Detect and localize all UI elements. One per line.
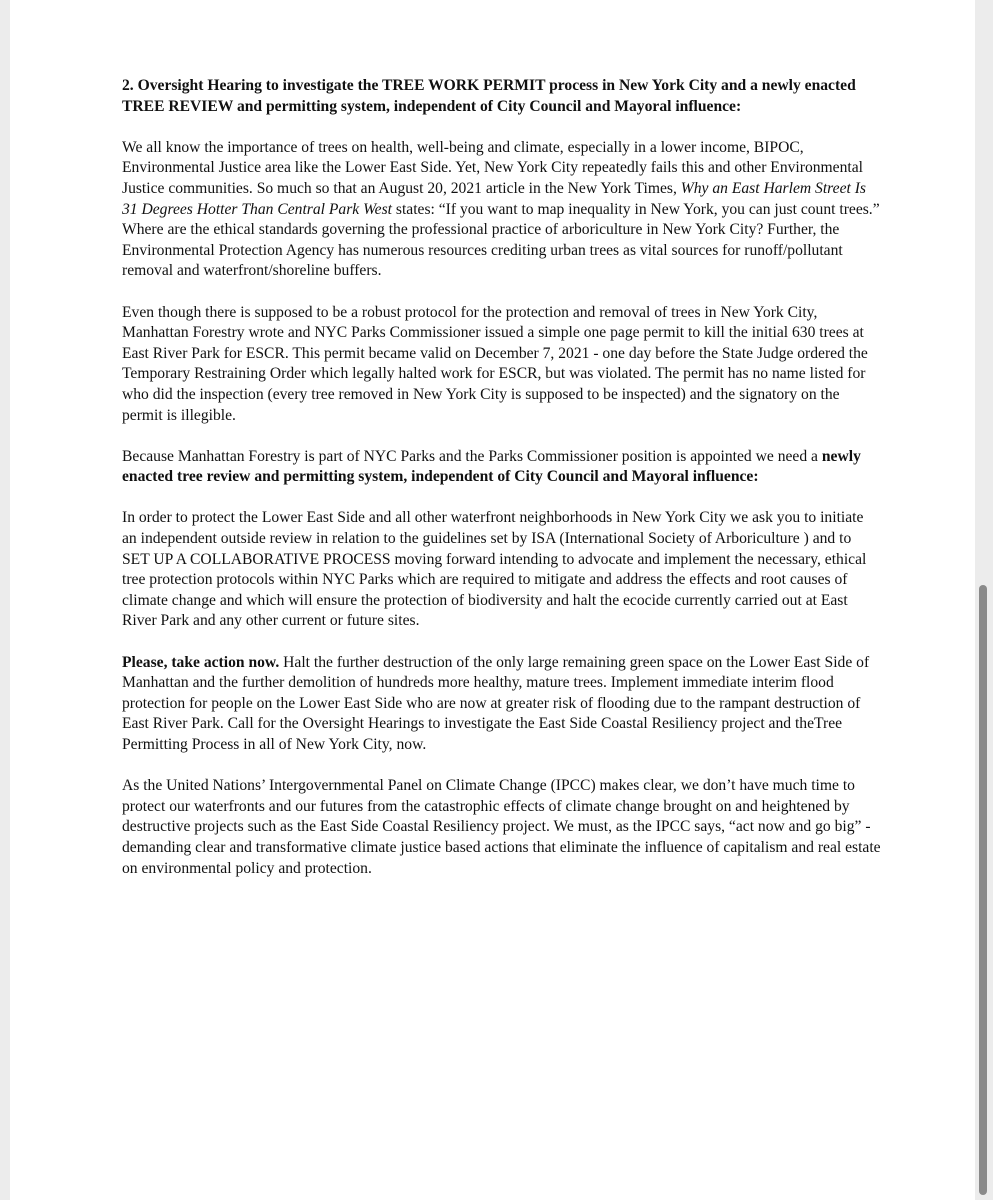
paragraph-text: states: “If you want to map inequality in New York, you can just count trees.” Where are the ethical standards governing the professional practice of arboriculture in New York City? Further, the Environmental Protection Agency has numerous resources crediting urban trees as vital sources for runoff/pollutant removal and waterfront/shoreline buffers. bbox=[122, 200, 880, 280]
document-page bbox=[10, 0, 975, 1200]
paragraph-text: We all know the importance of trees on health, well-being and climate, especially in a lower income, BIPOC, Environmental Justice area like the Lower East Side. Yet, New York City repeatedly fails this and other Environmental Justice communities. So much so that an August 20, 2021 article in the New York Times, bbox=[122, 138, 863, 197]
paragraph-independent-review: In order to protect the Lower East Side and all other waterfront neighborhoods in New York City we ask you to initiate an independent outside review in relation to the guidelines set by ISA (International Society of Arboriculture ) and to SET UP A COLLABORATIVE PROCESS moving forward intending to advocate and implement the necessary, ethical tree protection protocols within NYC Parks which are required to mitigate and address the effects and root causes of climate change and which will ensure the protection of biodiversity and halt the ecocide currently carried out at East River Park and any other current or future sites. bbox=[122, 509, 867, 630]
document-content bbox=[122, 76, 882, 900]
paragraph-take-action bbox=[122, 653, 882, 756]
article-title: Why an East Harlem Street Is 31 Degrees Hotter Than Central Park West bbox=[122, 179, 866, 218]
paragraph-manhattan-forestry bbox=[122, 447, 882, 488]
scrollbar-thumb[interactable] bbox=[979, 585, 987, 1195]
section-heading: 2. Oversight Hearing to investigate the TREE WORK PERMIT process in New York City and a newly enacted TREE REVIEW and permitting system, independent of City Council and Mayoral influence: bbox=[122, 77, 856, 115]
paragraph-ipcc: As the United Nations’ Intergovernmental Panel on Climate Change (IPCC) makes clear, we don’t have much time to protect our waterfronts and our futures from the catastrophic effects of climate change brought on and heightened by destructive projects such as the East Side Coastal Resiliency project. We must, as the IPCC says, “act now and go big” - demanding clear and transformative climate justice based actions that eliminate the influence of capitalism and real estate on environmental policy and protection. bbox=[122, 777, 881, 877]
paragraph-permit: Even though there is supposed to be a robust protocol for the protection and removal of trees in New York City, Manhattan Forestry wrote and NYC Parks Commissioner issued a simple one page permit to kill the initial 630 trees at East River Park for ESCR. This permit became valid on December 7, 2021 - one day before the State Judge ordered the Temporary Restraining Order which legally halted work for ESCR, but was violated. The permit has no name listed for who did the inspection (every tree removed in New York City is supposed to be inspected) and the signatory on the permit is illegible. bbox=[122, 303, 868, 424]
paragraph-trees-importance bbox=[122, 138, 882, 282]
paragraph-text: Because Manhattan Forestry is part of NYC Parks and the Parks Commissioner position is appointed we need a bbox=[122, 447, 822, 465]
bold-text: newly enacted tree review and permitting system, independent of City Council and Mayoral influence: bbox=[122, 447, 861, 486]
paragraph-text: Halt the further destruction of the only large remaining green space on the Lower East Side of Manhattan and the further demolition of hundreds more healthy, mature trees. Implement immediate interim flood protection for people on the Lower East Side who are now at greater risk of flooding due to the rampant destruction of East River Park. Call for the Oversight Hearings to investigate the East Side Coastal Resiliency project and theTree Permitting Process in all of New York City, now. bbox=[122, 653, 870, 753]
bold-text: Please, take action now. bbox=[122, 653, 280, 671]
